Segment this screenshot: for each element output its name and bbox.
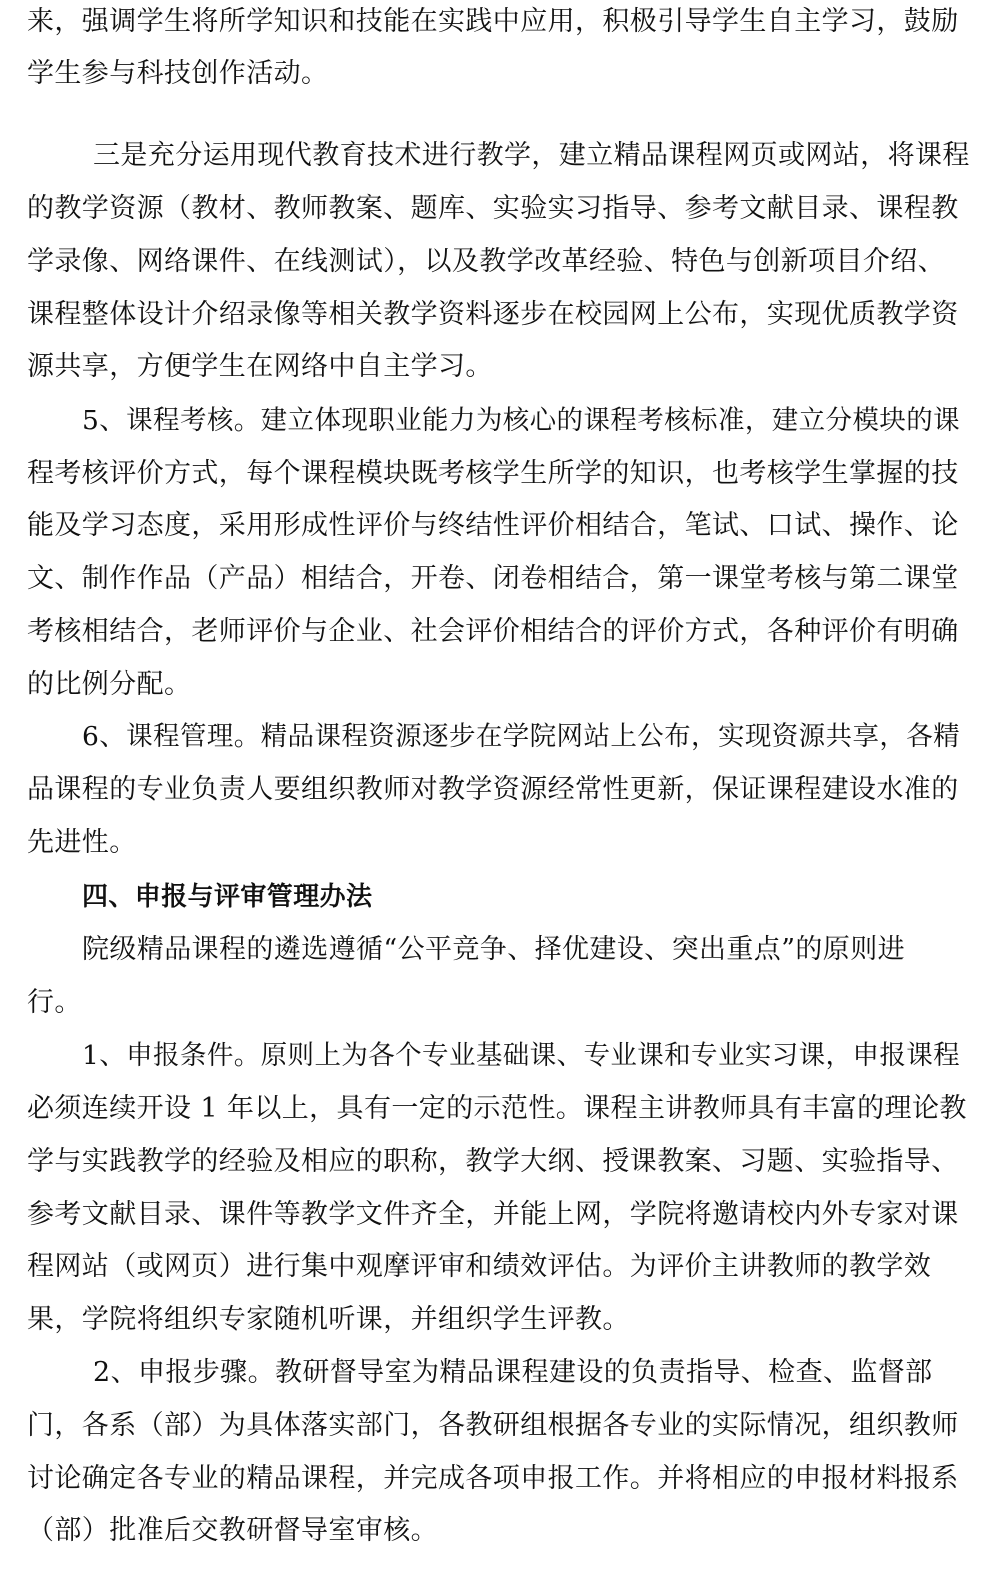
text-line: 学录像、网络课件、在线测试），以及教学改革经验、特色与创新项目介绍、 bbox=[27, 246, 946, 277]
text-line: 果，学院将组织专家随机听课，并组织学生评教。 bbox=[27, 1304, 630, 1335]
text-line: 来，强调学生将所学知识和技能在实践中应用，积极引导学生自主学习，鼓励 bbox=[27, 6, 959, 37]
text-line: 先进性。 bbox=[27, 827, 137, 858]
text-line: 学生参与科技创作活动。 bbox=[27, 58, 329, 89]
text-line: 参考文献目录、课件等教学文件齐全，并能上网，学院将邀请校内外专家对课 bbox=[27, 1199, 959, 1230]
text-line: 文、制作作品（产品）相结合，开卷、闭卷相结合，第一课堂考核与第二课堂 bbox=[27, 563, 959, 594]
text-line: 的教学资源（教材、教师教案、题库、实验实习指导、参考文献目录、课程教 bbox=[27, 193, 959, 224]
text-line: 源共享，方便学生在网络中自主学习。 bbox=[27, 351, 493, 382]
text-line: 门，各系（部）为具体落实部门，各教研组根据各专业的实际情况，组织教师 bbox=[27, 1410, 959, 1441]
text-line: 考核相结合，老师评价与企业、社会评价相结合的评价方式，各种评价有明确 bbox=[27, 616, 959, 647]
text-line: 讨论确定各专业的精品课程，并完成各项申报工作。并将相应的申报材料报系 bbox=[27, 1463, 959, 1494]
text-line: 的比例分配。 bbox=[27, 669, 192, 700]
text-line: 能及学习态度，采用形成性评价与终结性评价相结合，笔试、口试、操作、论 bbox=[27, 510, 959, 541]
text-line: 必须连续开设 1 年以上，具有一定的示范性。课程主讲教师具有丰富的理论教 bbox=[27, 1093, 967, 1124]
text-line: 品课程的专业负责人要组织教师对教学资源经常性更新，保证课程建设水准的 bbox=[27, 774, 959, 805]
text-line: 程考核评价方式，每个课程模块既考核学生所学的知识，也考核学生掌握的技 bbox=[27, 458, 959, 489]
text-line: 学与实践教学的经验及相应的职称，教学大纲、授课教案、习题、实验指导、 bbox=[27, 1146, 959, 1177]
text-line: 三是充分运用现代教育技术进行教学，建立精品课程网页或网站，将课程 bbox=[93, 140, 970, 171]
text-line: （部）批准后交教研督导室审核。 bbox=[27, 1515, 438, 1546]
text-line: 6、课程管理。精品课程资源逐步在学院网站上公布，实现资源共享，各精 bbox=[82, 721, 961, 752]
text-line: 5、课程考核。建立体现职业能力为核心的课程考核标准，建立分模块的课 bbox=[82, 405, 961, 436]
text-line: 课程整体设计介绍录像等相关教学资料逐步在校园网上公布，实现优质教学资 bbox=[27, 299, 959, 330]
text-line: 1、申报条件。原则上为各个专业基础课、专业课和专业实习课，申报课程 bbox=[82, 1040, 961, 1071]
text-line: 行。 bbox=[27, 987, 82, 1018]
text-line: 院级精品课程的遴选遵循“公平竞争、择优建设、突出重点”的原则进 bbox=[82, 934, 906, 965]
section-heading: 四、申报与评审管理办法 bbox=[82, 882, 373, 912]
text-line: 2、申报步骤。教研督导室为精品课程建设的负责指导、检查、监督部 bbox=[93, 1357, 933, 1388]
text-line: 程网站（或网页）进行集中观摩评审和绩效评估。为评价主讲教师的教学效 bbox=[27, 1251, 932, 1282]
